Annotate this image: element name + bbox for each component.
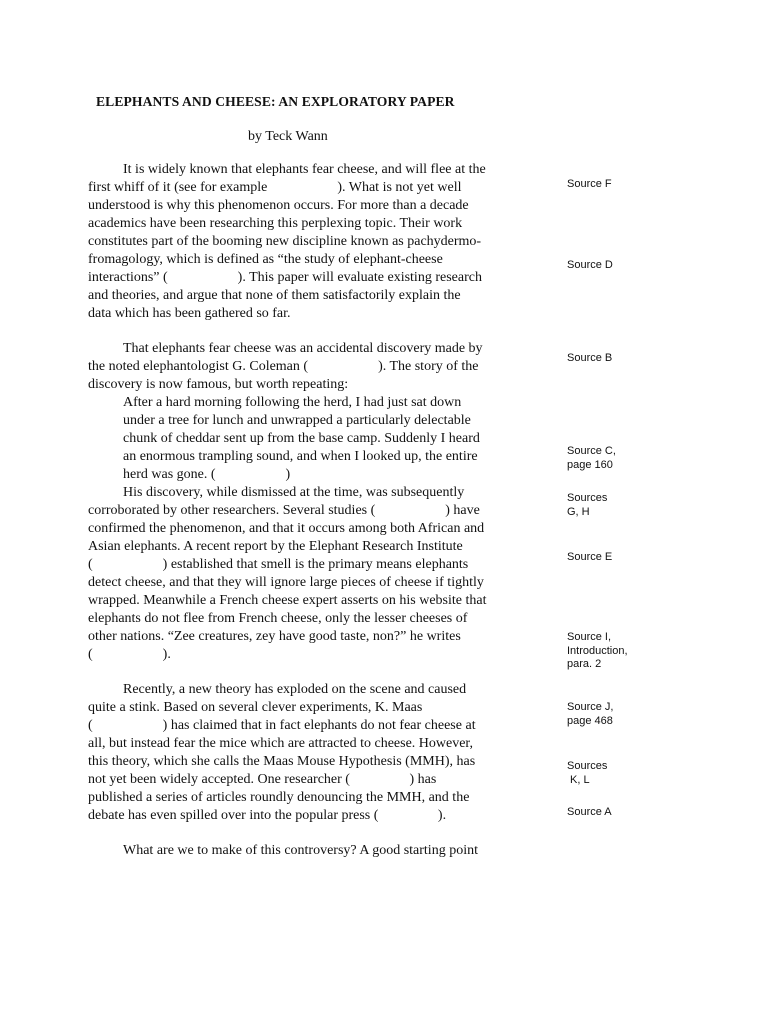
margin-source-note: [567, 259, 613, 273]
text-line: corroborated by other researchers. Several studies ( ) have: [88, 503, 480, 518]
text-line: confirmed the phenomenon, and that it occurs among both African and: [88, 521, 485, 536]
text-line: under a tree for lunch and unwrapped a particularly delectable: [123, 413, 471, 428]
text-line: understood is why this phenomenon occurs. For more than a decade: [88, 198, 469, 213]
margin-note-line: Source J,: [567, 701, 614, 713]
text-line: other nations. “Zee creatures, zey have good taste, non?” he writes: [88, 629, 461, 644]
text-line: quite a stink. Based on several clever experiments, K. Maas: [88, 700, 423, 715]
margin-source-note: [567, 551, 612, 565]
margin-note-line: Source A: [567, 806, 612, 818]
margin-source-note: [567, 631, 628, 672]
text-line: That elephants fear cheese was an accidental discovery made by: [123, 341, 483, 356]
margin-note-line: Introduction,: [567, 644, 628, 657]
text-line: Asian elephants. A recent report by the Elephant Research Institute: [88, 539, 463, 554]
margin-note-line: Source I,: [567, 631, 612, 643]
text-line: the noted elephantologist G. Coleman ( ). The story of the: [88, 359, 479, 374]
margin-note-line: Source C,: [567, 445, 616, 457]
paper-title: ELEPHANTS AND CHEESE: AN EXPLORATORY PAPER: [96, 94, 455, 109]
text-line: chunk of cheddar sent up from the base camp. Suddenly I heard: [123, 431, 480, 446]
margin-note-line: para. 2: [567, 658, 602, 670]
text-line: an enormous trampling sound, and when I looked up, the entire: [123, 449, 478, 464]
text-line: debate has even spilled over into the popular press ( ).: [88, 808, 447, 823]
margin-note-line: Source E: [567, 551, 613, 563]
text-line: interactions” ( ). This paper will evaluate existing research: [88, 270, 482, 285]
text-line: data which has been gathered so far.: [88, 306, 291, 321]
text-line: first whiff of it (see for example ). What is not yet well: [88, 180, 462, 195]
text-line: What are we to make of this controversy? A good starting point: [123, 843, 478, 858]
margin-note-line: K, L: [567, 773, 590, 786]
author-byline: by Teck Wann: [248, 129, 328, 144]
text-line: herd was gone. ( ): [123, 467, 291, 482]
margin-note-line: Sources: [567, 760, 608, 772]
text-line: It is widely known that elephants fear cheese, and will flee at the: [123, 162, 486, 177]
margin-note-line: page 160: [567, 458, 613, 471]
text-line: wrapped. Meanwhile a French cheese expert asserts on his website that: [88, 593, 487, 608]
margin-source-note: [567, 701, 613, 728]
margin-note-line: Sources: [567, 492, 608, 504]
text-line: this theory, which she calls the Maas Mouse Hypothesis (MMH), has: [88, 754, 476, 769]
text-line: ( ).: [88, 647, 171, 662]
text-line: ( ) established that smell is the primary means elephants: [88, 557, 469, 572]
text-line: constitutes part of the booming new discipline known as pachydermo-: [88, 234, 482, 249]
text-line: fromagology, which is defined as “the study of elephant-cheese: [88, 252, 443, 267]
margin-source-note: [567, 445, 616, 472]
text-line: Recently, a new theory has exploded on the scene and caused: [123, 682, 467, 697]
text-line: published a series of articles roundly denouncing the MMH, and the: [88, 790, 470, 805]
text-line: and theories, and argue that none of them satisfactorily explain the: [88, 288, 461, 303]
margin-note-line: Source D: [567, 259, 613, 271]
text-line: ( ) has claimed that in fact elephants do not fear cheese at: [88, 718, 476, 733]
text-line: all, but instead fear the mice which are attracted to cheese. However,: [88, 736, 474, 751]
margin-note-line: Source F: [567, 178, 612, 190]
margin-note-line: G, H: [567, 505, 590, 518]
margin-source-note: [567, 178, 612, 192]
margin-source-note: [567, 806, 612, 820]
text-line: His discovery, while dismissed at the time, was subsequently: [123, 485, 465, 500]
margin-source-note: [567, 352, 612, 366]
text-line: After a hard morning following the herd, I had just sat down: [123, 395, 462, 410]
text-line: academics have been researching this perplexing topic. Their work: [88, 216, 463, 231]
text-line: discovery is now famous, but worth repeating:: [88, 377, 349, 392]
margin-source-note: [567, 492, 607, 519]
text-line: elephants do not flee from French cheese, only the lesser cheeses of: [88, 611, 468, 626]
text-line: detect cheese, and that they will ignore large pieces of cheese if tightly: [88, 575, 484, 590]
margin-note-line: Source B: [567, 352, 613, 364]
text-line: not yet been widely accepted. One researcher ( ) has: [88, 772, 437, 787]
margin-source-note: [567, 760, 607, 787]
margin-note-line: page 468: [567, 714, 613, 727]
